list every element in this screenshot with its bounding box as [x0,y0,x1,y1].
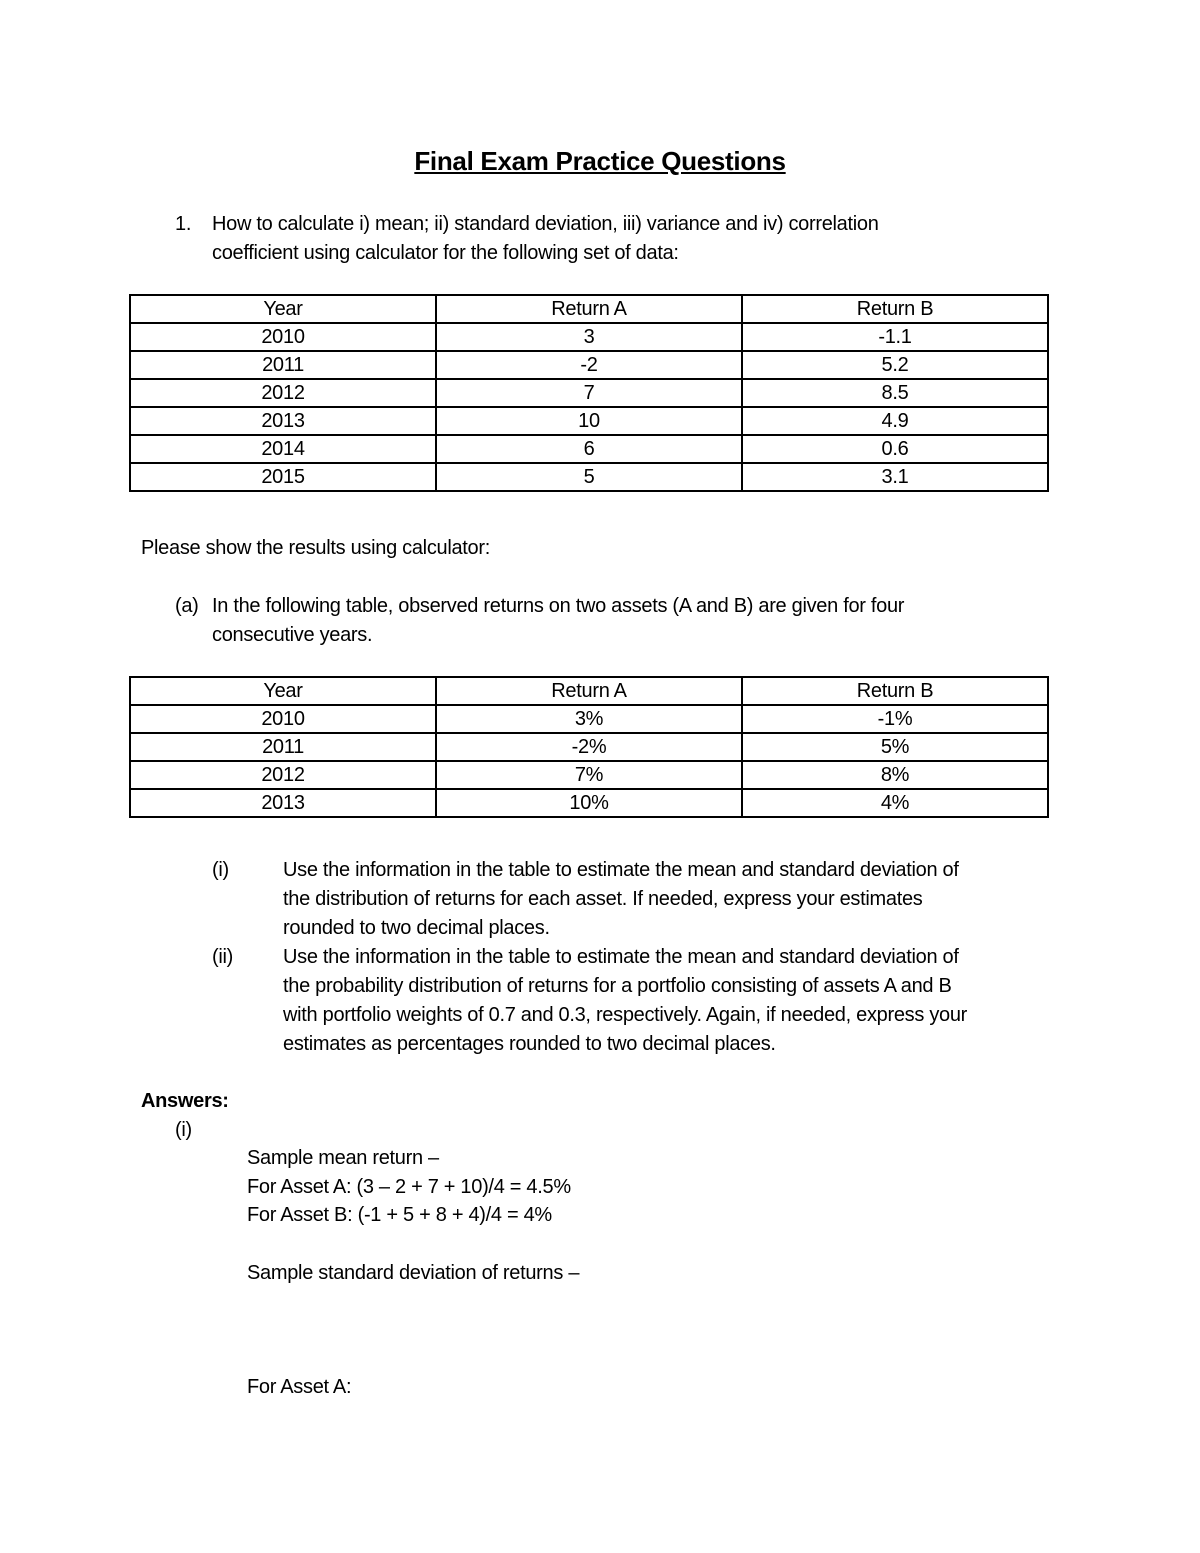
header-cell: Year [130,295,436,323]
subquestion-text-line: Use the information in the table to estimate the mean and standard deviation of [283,859,959,881]
header-cell: Return B [742,677,1048,705]
question-text-line: How to calculate i) mean; ii) standard deviation, iii) variance and iv) correlation [212,213,879,235]
mean-asset-b: For Asset B: (-1 + 5 + 8 + 4)/4 = 4% [247,1204,552,1226]
data-table-2 [129,676,1049,818]
table-cell: 2010 [130,705,436,733]
mean-heading: Sample mean return – [247,1147,439,1169]
table-cell: 10 [436,407,742,435]
sd-heading: Sample standard deviation of returns – [247,1262,580,1284]
header-cell: Return A [436,295,742,323]
subquestion-text-line: rounded to two decimal places. [283,917,550,939]
subquestion-label: (i) [212,859,229,881]
table-cell: 10% [436,789,742,817]
subquestion-text-line: estimates as percentages rounded to two decimal places. [283,1033,776,1055]
answer-part-label: (i) [175,1119,192,1141]
table-cell: 3 [436,323,742,351]
header-cell: Return A [436,677,742,705]
part-text-line: In the following table, observed returns on two assets (A and B) are given for four [212,595,905,617]
table-cell: 2014 [130,435,436,463]
table-row [130,733,1048,761]
table-row [130,435,1048,463]
table-row [130,379,1048,407]
table-cell: 0.6 [742,435,1048,463]
table-row [130,323,1048,351]
table-cell: 5% [742,733,1048,761]
header-cell: Return B [742,295,1048,323]
table-cell: 2015 [130,463,436,491]
data-table-1 [129,294,1049,492]
table-cell: -2% [436,733,742,761]
subquestion-text-line: with portfolio weights of 0.7 and 0.3, respectively. Again, if needed, express your [283,1004,968,1026]
instruction-text: Please show the results using calculator: [141,537,490,559]
page-title: Final Exam Practice Questions [414,146,786,176]
table-cell: 2010 [130,323,436,351]
mean-asset-a: For Asset A: (3 – 2 + 7 + 10)/4 = 4.5% [247,1176,571,1198]
table-cell: 5 [436,463,742,491]
subquestion-text-line: the distribution of returns for each asset. If needed, express your estimates [283,888,923,910]
table-cell: 2012 [130,379,436,407]
table-row [130,705,1048,733]
table-row [130,351,1048,379]
table-cell: 8.5 [742,379,1048,407]
subquestion-text-line: Use the information in the table to estimate the mean and standard deviation of [283,946,959,968]
table-cell: 8% [742,761,1048,789]
table-cell: 3.1 [742,463,1048,491]
table-row [130,789,1048,817]
header-cell: Year [130,677,436,705]
table-row [130,463,1048,491]
table-cell: 4.9 [742,407,1048,435]
part-text-line: consecutive years. [212,624,373,646]
table-cell: -1.1 [742,323,1048,351]
table-row [130,761,1048,789]
table-cell: 2012 [130,761,436,789]
answers-heading: Answers: [141,1090,229,1112]
table-cell: 2011 [130,351,436,379]
table-cell: 2013 [130,789,436,817]
table-cell: -2 [436,351,742,379]
part-label: (a) [175,595,199,617]
table-row [130,407,1048,435]
sd-asset-a: For Asset A: [247,1376,352,1398]
table-header-row [130,677,1048,705]
table-cell: 6 [436,435,742,463]
table-cell: -1% [742,705,1048,733]
subquestion-text-line: the probability distribution of returns for a portfolio consisting of assets A and B [283,975,952,997]
table-cell: 2011 [130,733,436,761]
question-number: 1. [175,213,192,235]
table-cell: 2013 [130,407,436,435]
table-cell: 4% [742,789,1048,817]
table-cell: 7% [436,761,742,789]
table-cell: 3% [436,705,742,733]
table-cell: 5.2 [742,351,1048,379]
table-cell: 7 [436,379,742,407]
table-header-row [130,295,1048,323]
question-text-line: coefficient using calculator for the following set of data: [212,242,679,264]
subquestion-label: (ii) [212,946,234,968]
